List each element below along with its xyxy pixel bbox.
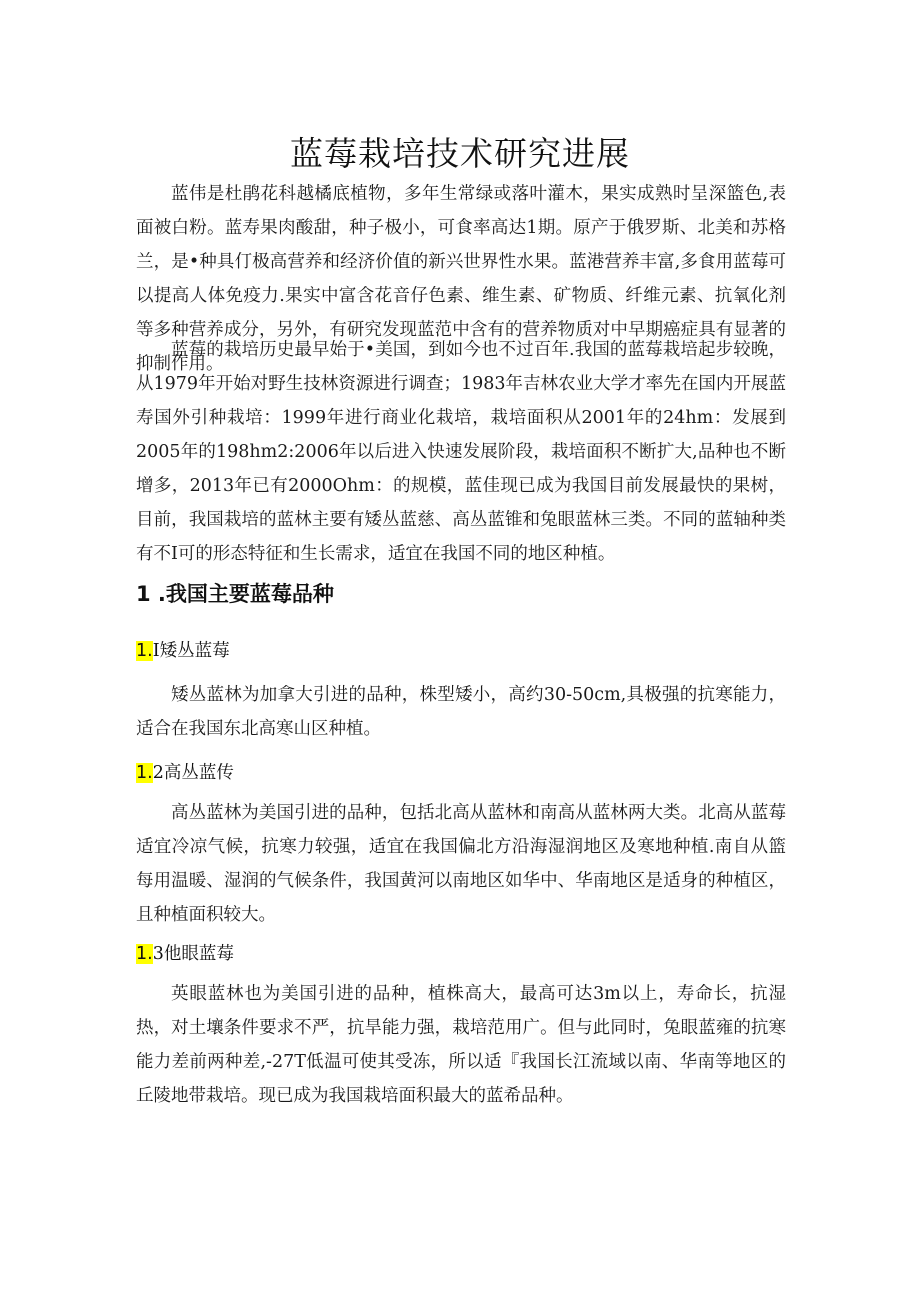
subsection-1-1-paragraph: 矮丛蓝林为加拿大引进的品种，株型矮小，高约30-50cm,具极强的抗寒能力，适合在我国东北高寒山区种植。 xyxy=(136,685,786,739)
section-1-heading: 1 .我国主要蓝莓品种 xyxy=(136,582,334,606)
subsection-1-2-heading xyxy=(136,759,786,784)
subsection-1-1-heading xyxy=(136,637,786,662)
subsection-number-highlight: 1. xyxy=(136,641,153,661)
intro-paragraph-1: 蓝伟是杜鹃花科越橘底植物，多年生常绿或落叶灌木，果实成熟时呈深篮色,表面被白粉。蓝寿果肉酸甜，种子极小，可食率高达1期。原产于俄罗斯、北美和苏格兰，是•种具仃极高营养和经济价值的新兴世界性水果。蓝港营养丰富,多食用蓝莓可以提高人体免疫力.果实中富含花音仔色素、维生素、矿物质、纤维元素、抗氧化剂等多种营养成分，另外，有研究发现蓝范中含有的营养物质对中早期癌症具有显著的抑制作用。 xyxy=(136,184,786,374)
subsection-number-highlight: 1. xyxy=(136,763,153,783)
subsection-1-3-heading xyxy=(136,940,786,965)
subsection-1-2-paragraph: 高丛蓝林为美国引进的品种，包括北高从蓝林和南高从蓝林两大类。北高从蓝莓适宜冷凉气候，抗寒力较强，适宜在我国偏北方沿海湿润地区及寒地种植.南自从篮每用温暖、湿润的气候条件，我国黄河以南地区如华中、华南地区是适身的种植区，且种植面积较大。 xyxy=(136,803,786,925)
document-title: 蓝莓栽培技术研究进展 xyxy=(290,134,630,173)
subsection-title: 3他眼蓝莓 xyxy=(152,944,234,964)
subsection-title: 2高丛蓝传 xyxy=(152,763,234,783)
intro-paragraph-2: 蓝莓的栽培历史最早始于•美国，到如今也不过百年.我国的蓝莓栽培起步较晚，从1979年开始对野生技林资源进行调查；1983年吉林农业大学才率先在国内开展蓝寿国外引种栽培：1999年进行商业化栽培，栽培面积从2001年的24hm：发展到2005年的198hm2:2006年以后进入快速发展阶段，栽培面积不断扩大,品种也不断增多，2013年已有2000Ohm：的规模，蓝佳现已成为我国目前发展最快的果树，目前，我国栽培的蓝林主要有矮丛蓝慈、高丛蓝锥和兔眼蓝林三类。不同的蓝轴种类有不I可的形态特征和生长需求，适宜在我国不同的地区种植。 xyxy=(136,340,786,564)
subsection-number-highlight: 1. xyxy=(136,944,153,964)
subsection-title: I矮丛蓝莓 xyxy=(152,641,230,661)
subsection-1-3-paragraph: 英眼蓝林也为美国引进的品种，植株高大，最高可达3m以上，寿命长，抗湿热，对土壤条件要求不严，抗旱能力强，栽培范用广。但与此同时，兔眼蓝雍的抗寒能力差前两种差,-27T低温可使其受冻，所以适『我国长江流域以南、华南等地区的丘陵地带栽培。现已成为我国栽培面积最大的蓝希品种。 xyxy=(136,984,786,1106)
